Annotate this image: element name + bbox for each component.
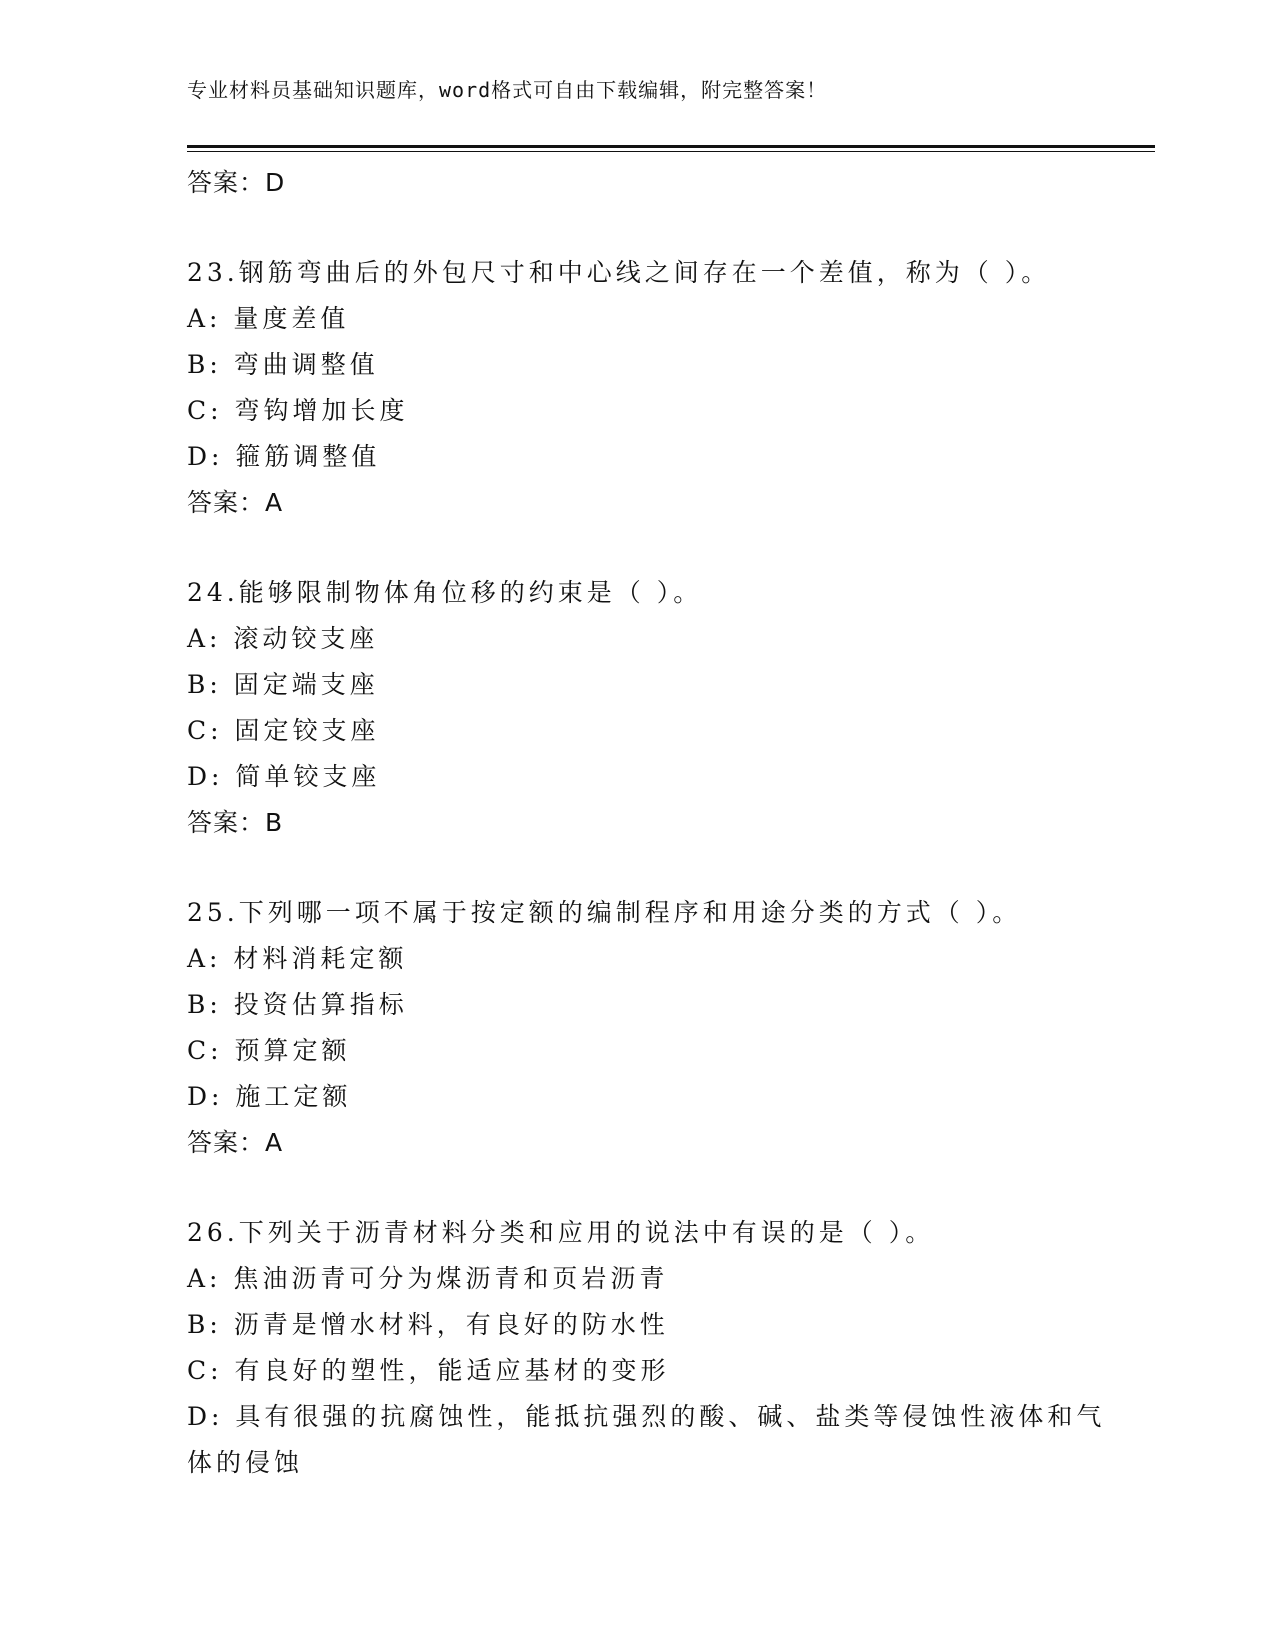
answer-line: 答案：A	[187, 488, 284, 517]
header-rule-thin	[187, 151, 1155, 152]
question-text: 23.钢筋弯曲后的外包尺寸和中心线之间存在一个差值，称为（ ）。	[187, 258, 1051, 287]
option-a: A: 滚动铰支座	[187, 624, 379, 653]
answer-line: 答案：D	[187, 168, 286, 197]
answer-line: 答案：A	[187, 1128, 284, 1157]
option-d: D: 箍筋调整值	[187, 442, 381, 471]
option-d: D: 简单铰支座	[187, 762, 381, 791]
option-d: D: 具有很强的抗腐蚀性，能抵抗强烈的酸、碱、盐类等侵蚀性液体和气体的侵蚀	[187, 1402, 1106, 1477]
option-d: D: 施工定额	[187, 1082, 352, 1111]
question-25	[187, 890, 1107, 1166]
question-list	[187, 160, 1107, 1486]
option-c: C: 预算定额	[187, 1036, 351, 1065]
question-26	[187, 1210, 1107, 1486]
question-text: 26.下列关于沥青材料分类和应用的说法中有误的是（ ）。	[187, 1218, 935, 1247]
answer-line: 答案：B	[187, 808, 284, 837]
option-c: C: 有良好的塑性，能适应基材的变形	[187, 1356, 670, 1385]
option-b: B: 弯曲调整值	[187, 350, 379, 379]
option-c: C: 固定铰支座	[187, 716, 380, 745]
header-rule-thick	[187, 145, 1155, 148]
question-text: 24.能够限制物体角位移的约束是（ ）。	[187, 578, 703, 607]
option-b: B: 投资估算指标	[187, 990, 408, 1019]
option-a: A: 量度差值	[187, 304, 350, 333]
option-b: B: 固定端支座	[187, 670, 379, 699]
question-23	[187, 250, 1107, 526]
option-c: C: 弯钩增加长度	[187, 396, 409, 425]
option-a: A: 焦油沥青可分为煤沥青和页岩沥青	[187, 1264, 669, 1293]
question-24	[187, 570, 1107, 846]
question-text: 25.下列哪一项不属于按定额的编制程序和用途分类的方式（ ）。	[187, 898, 1022, 927]
option-a: A: 材料消耗定额	[187, 944, 408, 973]
page-header: 专业材料员基础知识题库，word格式可自由下载编辑，附完整答案！	[187, 78, 828, 102]
option-b: B: 沥青是憎水材料，有良好的防水性	[187, 1310, 669, 1339]
